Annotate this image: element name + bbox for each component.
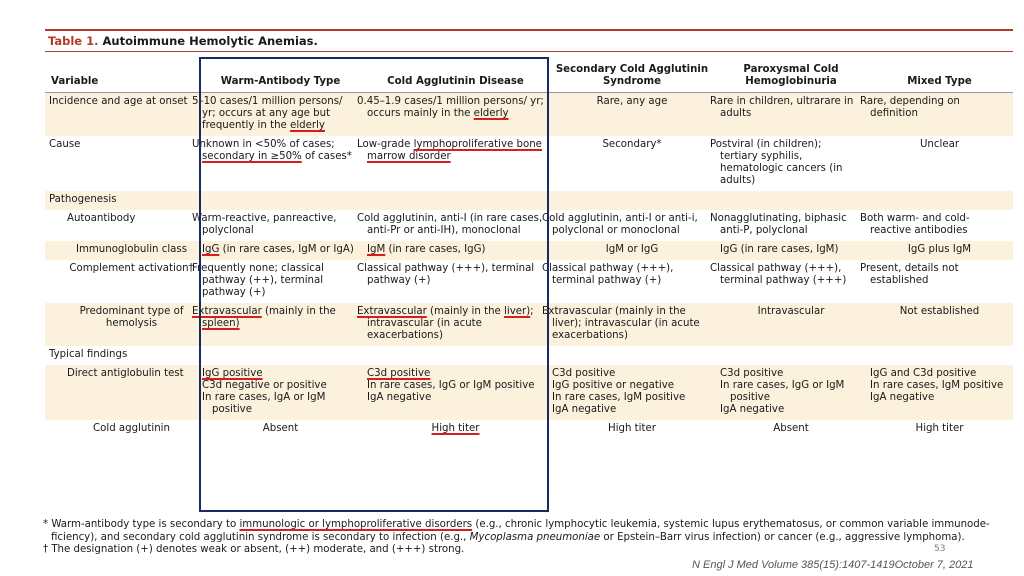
empty-cell <box>548 346 716 365</box>
row-label-autoantibody: Autoantibody <box>67 213 136 224</box>
table-row <box>45 191 1013 210</box>
underlined-text: High titer <box>431 423 480 434</box>
cell-warm-hemolysis <box>192 303 363 346</box>
table-row <box>45 420 1013 439</box>
table-row <box>45 136 1013 191</box>
cell-mixed-incidence: Rare, depending on definition <box>866 93 1013 137</box>
cell-line: In rare cases, IgM positive <box>870 380 1004 391</box>
footnote-1 <box>43 519 1018 532</box>
cell-mixed-complement: Present, details not established <box>860 263 959 286</box>
table-row <box>45 260 1013 303</box>
cell-text: of cases* <box>301 151 352 162</box>
table-row <box>45 241 1013 260</box>
section-typical-findings: Typical findings <box>49 349 128 360</box>
cell-cold-hemolysis <box>357 303 548 346</box>
cell-line: In rare cases, IgA or IgM positive <box>202 392 326 415</box>
autoimmune-hemolytic-anemias-table <box>45 56 1013 439</box>
empty-cell <box>198 346 363 365</box>
section-pathogenesis: Pathogenesis <box>45 191 198 210</box>
cell-pch-complement: Classical pathway (+++), terminal pathway (+++) <box>710 263 847 286</box>
header-mixed-type: Mixed Type <box>866 56 1013 93</box>
underlined-text: Extravascular <box>357 306 427 317</box>
cell-warm-cold-agglutinin: Absent <box>262 423 299 434</box>
cell-secondary-dat <box>548 365 716 420</box>
table-title-lead: Table 1. <box>48 34 99 48</box>
cell-secondary-incidence: Rare, any age <box>548 93 716 137</box>
cell-secondary-hemolysis: Extravascular (mainly in the liver); intravascular (in acute exacerbations) <box>548 303 716 346</box>
cell-text: Low-grade <box>357 139 414 150</box>
table-title <box>45 29 1013 52</box>
cell-warm-autoantibody: Warm-reactive, panreactive, polyclonal <box>192 213 337 236</box>
row-label-cold-agglutinin: Cold agglutinin <box>93 423 170 434</box>
header-row <box>45 56 1013 93</box>
cell-line: In rare cases, IgG or IgM positive <box>720 380 845 403</box>
cell-mixed-dat <box>866 365 1013 420</box>
cell-cold-dat <box>363 365 548 420</box>
cell-line: IgA negative <box>552 404 617 415</box>
cell-mixed-ig-class: IgG plus IgM <box>866 241 1013 260</box>
cell-line: In rare cases, IgG or IgM positive <box>367 380 535 391</box>
cell-cold-autoantibody: Cold agglutinin, anti-I (in rare cases, anti-Pr or anti-IH), monoclonal <box>357 213 543 236</box>
empty-cell <box>866 346 1013 365</box>
underlined-text: immunologic or lymphoproliferative disorders <box>239 519 473 530</box>
cell-line: In rare cases, IgM positive <box>552 392 686 403</box>
cell-warm-cause <box>192 136 363 191</box>
empty-cell <box>716 191 866 210</box>
underlined-text: IgG <box>202 244 220 255</box>
underlined-text: C3d positive <box>367 368 431 379</box>
footnote-text: * Warm-antibody type is secondary to <box>43 519 240 530</box>
cell-warm-ig-class <box>198 241 363 260</box>
cell-secondary-cold-agglutinin: High titer <box>608 423 656 434</box>
empty-cell <box>198 191 363 210</box>
cell-line: IgG and C3d positive <box>870 368 977 379</box>
row-label-dat: Direct antiglobulin test <box>45 365 198 420</box>
row-label-hemolysis: Predominant type of hemolysis <box>45 303 198 346</box>
table-row <box>45 93 1013 137</box>
cell-mixed-cause: Unclear <box>919 139 960 150</box>
underlined-text: Extravascular <box>192 306 262 317</box>
underlined-text: IgM <box>367 244 386 255</box>
cell-secondary-autoantibody: Cold agglutinin, anti-I or anti-i, polyclonal or monoclonal <box>542 213 698 236</box>
cell-pch-hemolysis: Intravascular <box>716 303 866 346</box>
page-number: 53 <box>934 544 946 554</box>
cell-text: (mainly in the <box>261 306 336 317</box>
cell-mixed-cold-agglutinin: High titer <box>915 423 964 434</box>
footnote-italic-text: Mycoplasma pneumoniae <box>469 531 601 543</box>
header-warm-antibody: Warm-Antibody Type <box>198 56 363 93</box>
cell-line: IgG positive or negative <box>552 380 675 391</box>
cell-text: (in rare cases, IgM or IgA) <box>219 244 354 255</box>
empty-cell <box>716 346 866 365</box>
header-variable: Variable <box>45 56 198 93</box>
header-secondary-cold-agglutinin: Secondary Cold Agglutinin Syndrome <box>548 56 716 93</box>
cell-warm-complement: Frequently none; classical pathway (++), terminal pathway (+) <box>192 263 324 298</box>
header-pch: Paroxysmal Cold Hemoglobinuria <box>716 56 866 93</box>
cell-line: IgA negative <box>720 404 785 415</box>
cell-secondary-complement: Classical pathway (+++), terminal pathway (+) <box>542 263 674 286</box>
table-title-text: Autoimmune Hemolytic Anemias. <box>102 34 318 48</box>
table-row <box>45 210 1013 241</box>
citation: N Engl J Med Volume 385(15):1407-1419October 7, 2021 <box>692 559 974 571</box>
cell-pch-incidence: Rare in children, ultrarare in adults <box>716 93 866 137</box>
cell-line: C3d positive <box>720 368 784 379</box>
underlined-text: elderly <box>290 120 325 131</box>
empty-cell <box>866 191 1013 210</box>
cell-text: 5–10 cases/1 million persons/ yr; occurs at any age but frequently in the <box>192 96 343 131</box>
cell-line: IgA negative <box>367 392 432 403</box>
header-cold-agglutinin-disease: Cold Agglutinin Disease <box>363 56 548 93</box>
row-label-complement: Complement activation† <box>69 263 194 274</box>
cell-mixed-hemolysis: Not established <box>866 303 1013 346</box>
cell-pch-cold-agglutinin: Absent <box>773 423 809 434</box>
table-row <box>45 365 1013 420</box>
cell-text: (mainly in the <box>426 306 505 317</box>
underlined-text: spleen) <box>202 318 240 329</box>
footnote-2: † The designation (+) denotes weak or absent, (++) moderate, and (+++) strong. <box>43 544 465 555</box>
cell-text: (in rare cases, IgG) <box>385 244 486 255</box>
cell-cold-complement: Classical pathway (+++), terminal pathway (+) <box>357 263 535 286</box>
cell-pch-cause: Postviral (in children); tertiary syphilis, hematologic cancers (in adults) <box>710 139 843 186</box>
cell-cold-cause <box>357 136 548 191</box>
underlined-text: IgG positive <box>202 368 263 379</box>
cell-text: 0.45–1.9 cases/1 million persons/ yr; occurs mainly in the <box>357 96 544 119</box>
footnote-1-continued <box>43 532 1018 545</box>
underlined-text: liver) <box>504 306 531 317</box>
row-label-ig-class: Immunoglobulin class <box>45 241 198 260</box>
table-row <box>45 346 1013 365</box>
empty-cell <box>548 191 716 210</box>
cell-cold-incidence <box>357 93 548 137</box>
underlined-text: elderly <box>473 108 509 119</box>
footnote-text: or Epstein–Barr virus infection) or cancer (e.g., aggressive lymphoma). <box>600 531 965 543</box>
footnote-text: (e.g., chronic lymphocytic leukemia, systemic lupus erythematosus, or common variable immunode- <box>472 519 990 530</box>
underlined-text: secondary in ≥50% <box>202 151 302 162</box>
cell-warm-dat <box>198 365 363 420</box>
cell-secondary-ig-class: IgM or IgG <box>548 241 716 260</box>
table-row <box>45 303 1013 346</box>
cell-pch-ig-class: IgG (in rare cases, IgM) <box>716 241 866 260</box>
underlined-text: lymphoproliferative bone marrow disorder <box>367 139 542 162</box>
empty-cell <box>363 191 548 210</box>
cell-line: IgA negative <box>870 392 935 403</box>
cell-text: ; intravascular (in acute exacerbations) <box>367 306 534 341</box>
cell-line: C3d negative or positive <box>202 380 327 391</box>
cell-cold-cold-agglutinin <box>363 420 548 439</box>
cell-mixed-autoantibody: Both warm- and cold-reactive antibodies <box>860 213 970 236</box>
empty-cell <box>363 346 548 365</box>
cell-warm-incidence <box>192 93 363 137</box>
row-label-incidence: Incidence and age at onset <box>45 93 198 137</box>
cell-pch-autoantibody: Nonagglutinating, biphasic anti-P, polyclonal <box>710 213 847 236</box>
cell-line: C3d positive <box>552 368 616 379</box>
footnotes <box>43 519 1018 557</box>
cell-text: Unknown in <50% of cases; <box>192 139 335 150</box>
cell-pch-dat <box>716 365 866 420</box>
footnote-text: ficiency), and secondary cold agglutinin syndrome is secondary to infection (e.g., <box>51 531 470 543</box>
cell-cold-ig-class <box>363 241 548 260</box>
row-label-cause: Cause <box>49 139 81 150</box>
cell-secondary-cause: Secondary* <box>602 139 662 150</box>
